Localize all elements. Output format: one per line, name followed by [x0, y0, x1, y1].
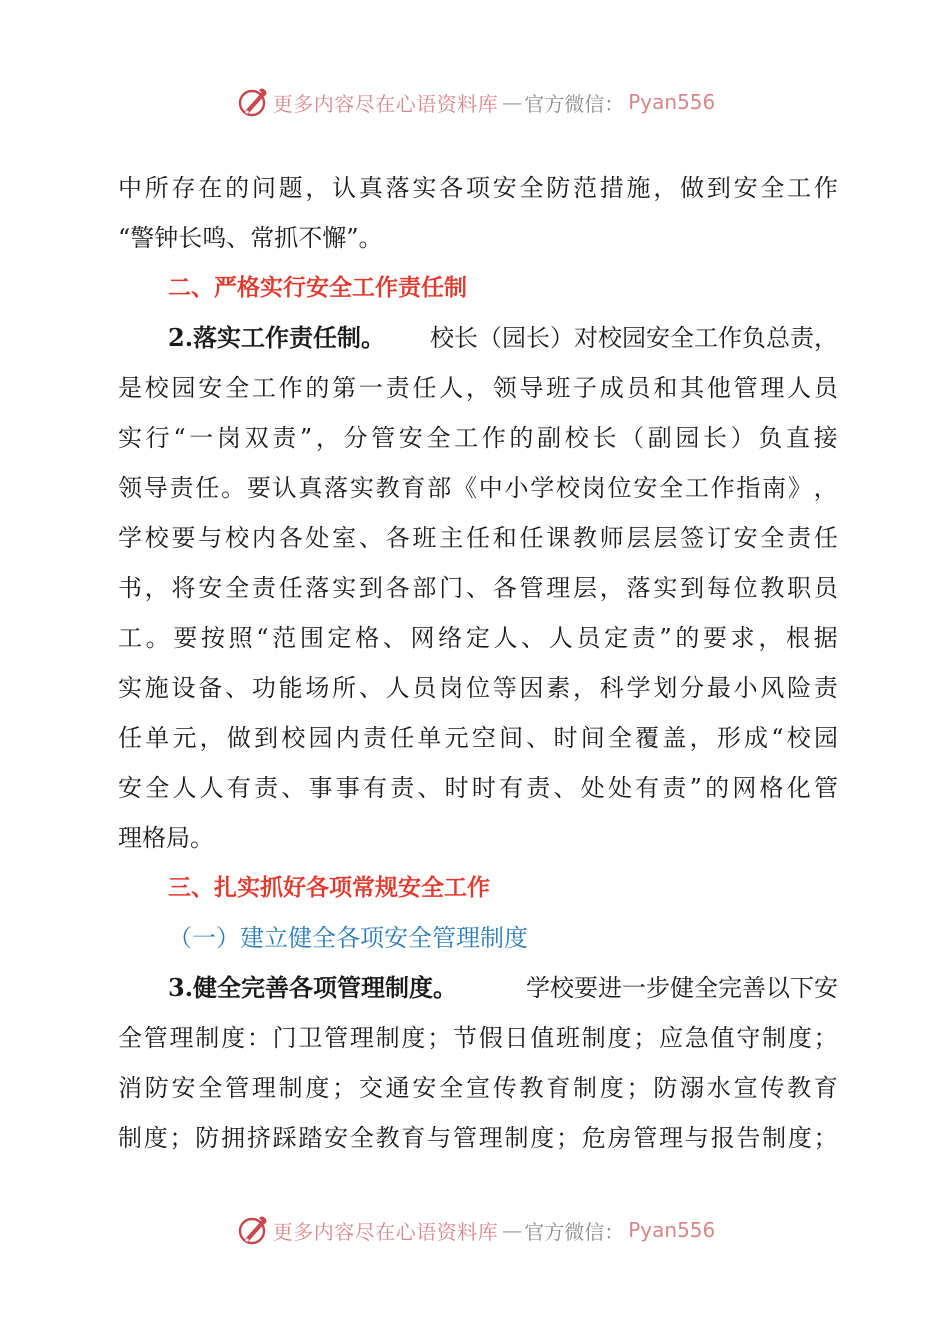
document-body — [118, 163, 838, 1163]
para3-lead: 3.健全完善各项管理制度。 — [168, 973, 458, 1002]
para2-line: 实 施 设 备 、 功 能 场 所 、 人 员 岗 位 等 因 素 ， 科 学 划 分 最 小 风 险 责 — [118, 674, 838, 702]
para2-lead: 2.落实工作责任制。 — [168, 323, 386, 352]
section-heading-2: 二、严格实行安全工作责任制 — [168, 275, 467, 301]
banner-separator: — — [502, 90, 521, 114]
banner-wechat-id: Pyan556 — [628, 90, 716, 114]
para3-line: 制 度 ； 防 拥 挤 踩 踏 安 全 教 育 与 管 理 制 度 ； 危 房 管 理 与 报 告 制 度 ； — [118, 1124, 838, 1152]
para2-first-line-rest: 校长（园长）对校园安全工作负总责， — [430, 324, 838, 352]
banner-wechat-label: 官方微信： — [524, 1219, 625, 1244]
pen-heart-logo-icon — [235, 84, 271, 120]
section-heading-3: 三、扎实抓好各项常规安全工作 — [168, 875, 490, 901]
subsection-heading-1: （一）建立健全各项安全管理制度 — [168, 924, 528, 952]
banner-text: 更多内容尽在心语资料库 — [272, 91, 499, 116]
intro-line-1: 中 所 存 在 的 问 题 ， 认 真 落 实 各 项 安 全 防 范 措 施 ， 做 到 安 全 工 作 — [118, 174, 838, 202]
para2-line: 任 单 元 ， 做 到 校 园 内 责 任 单 元 空 间 、 时 间 全 覆 盖 ， 形 成 “ 校 园 — [118, 724, 838, 752]
para3-line: 全 管 理 制 度 ： 门 卫 管 理 制 度 ； 节 假 日 值 班 制 度 ； 应 急 值 守 制 度 ； — [118, 1024, 838, 1052]
banner-text: 更多内容尽在心语资料库 — [272, 1219, 499, 1244]
para2-line: 领 导 责 任 。 要 认 真 落 实 教 育 部 《 中 小 学 校 岗 位 安 全 工 作 指 南 》 ， — [118, 474, 838, 502]
footer-banner — [0, 1210, 950, 1250]
para2-line: 安 全 人 人 有 责 、 事 事 有 责 、 时 时 有 责 、 处 处 有 责 ” 的 网 格 化 管 — [118, 774, 838, 802]
para2-line: 理格局。 — [118, 824, 214, 852]
pen-heart-logo-icon — [235, 1212, 271, 1248]
para2-line: 学 校 要 与 校 内 各 处 室 、 各 班 主 任 和 任 课 教 师 层 层 签 订 安 全 责 任 — [118, 524, 838, 552]
para2-line: 是 校 园 安 全 工 作 的 第 一 责 任 人 ， 领 导 班 子 成 员 和 其 他 管 理 人 员 — [118, 374, 838, 402]
para3-first-line-rest: 学校要进一步健全完善以下安 — [526, 974, 838, 1002]
para2-first-line — [118, 313, 838, 363]
header-banner — [0, 82, 950, 122]
banner-separator: — — [502, 1218, 521, 1242]
para3-first-line — [118, 963, 838, 1013]
para2-line: 工 。 要 按 照 “ 范 围 定 格 、 网 络 定 人 、 人 员 定 责 ” 的 要 求 ， 根 据 — [118, 624, 838, 652]
para3-line: 消 防 安 全 管 理 制 度 ； 交 通 安 全 宣 传 教 育 制 度 ； 防 溺 水 宣 传 教 育 — [118, 1074, 838, 1102]
intro-line-2: “警钟长鸣、常抓不懈”。 — [118, 224, 383, 252]
banner-wechat-label: 官方微信： — [524, 91, 625, 116]
para2-line: 实 行 “ 一 岗 双 责 ” ， 分 管 安 全 工 作 的 副 校 长 （ 副 园 长 ） 负 直 接 — [118, 424, 838, 452]
para2-line: 书 ， 将 安 全 责 任 落 实 到 各 部 门 、 各 管 理 层 ， 落 实 到 每 位 教 职 员 — [118, 574, 838, 602]
banner-wechat-id: Pyan556 — [628, 1218, 716, 1242]
